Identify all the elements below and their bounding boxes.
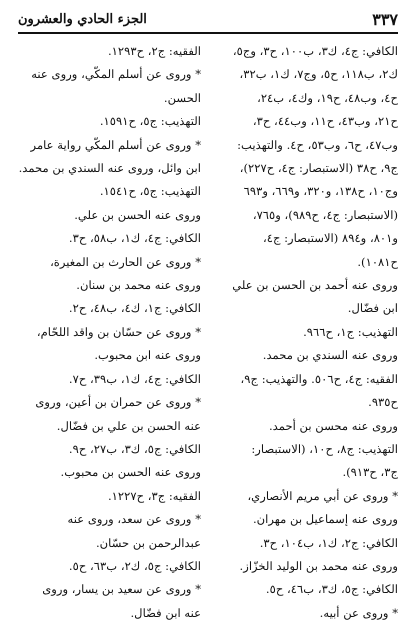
text-line: الكافي: ج٥، ك٣، ب٢٧، ح٩. — [68, 441, 201, 456]
text-line: ابن فضّال. — [347, 301, 398, 316]
text-line: التهذيب: ج٥، ح١٥٤١. — [99, 184, 201, 199]
text-line: التهذيب: ج٥، ح١٥٩١. — [99, 114, 201, 129]
text-line: * وروى عن أبي مريم الأنصاري، — [247, 488, 398, 503]
text-line: الكافي: ج٥، ك٢، ب٦٣، ح٥. — [68, 558, 201, 573]
text-line: وب٤٧، ح٦، وب٥٣، ح٤. والتهذيب: — [237, 137, 398, 152]
page-number: ٣٣٧ — [372, 9, 398, 29]
text-line: التهذيب: ج١، ح٩٦٦. — [303, 324, 398, 339]
text-line: وروى عنه محمد بن سنان. — [76, 278, 201, 293]
text-line: وج١٠، ح١٣٨، و٣٢٠، و٦٦٩، و٦٩٣ — [243, 184, 398, 199]
text-line: وروى عنه أحمد بن الحسن بن علي — [232, 278, 398, 293]
text-line: ح٤، وب٤٨، ح١٩، وك٤، ب٢٤، — [257, 90, 398, 105]
running-header — [18, 6, 398, 32]
text-line: الكافي: ج٤، ك٣، ب١٠٠، ح٣، وج٥، — [232, 44, 398, 58]
text-line: الكافي: ج٥، ك٣، ب٤٦، ح٥. — [265, 582, 398, 597]
text-line: ك٢، ب١١٨، ح٥، وج٧، ك١، ب٣٢، — [239, 67, 398, 82]
text-line: * وروى عن أبيه. — [319, 605, 398, 620]
text-line: الفقيه: ج٤، ح٥٠٦. والتهذيب: ج٩، — [240, 371, 398, 386]
text-line: ح١٠٨١). — [357, 254, 398, 269]
text-line: و٨٠١، و٨٩٤ (الاستبصار: ج٤، — [262, 231, 398, 246]
text-line: عنه الحسن بن علي بن فضّال. — [56, 418, 201, 433]
text-line: الكافي: ج٢، ك١، ب١٠٤، ح٣. — [259, 535, 398, 550]
text-line: * وروى عن حمران بن أعين، وروى — [35, 395, 201, 410]
text-line: ح٢١، وب٤٣، ح١١، وب٤٤، ح٣، — [252, 114, 398, 129]
text-line: وروى عنه السندي بن محمد. — [262, 348, 398, 363]
text-line: الفقيه: ج٢، ح١٢٩٣. — [107, 44, 201, 58]
running-title: الجزء الحادي والعشرون — [18, 11, 147, 27]
text-line: * وروى عن أسلم المكّي رواية عامر — [30, 137, 201, 152]
text-line: * وروى عن الحارث بن المغيرة، — [50, 254, 201, 269]
text-line: (الاستبصار: ج٤، ح٩٨٩)، و٧٦٥، — [252, 207, 398, 222]
text-line: ج٩، ح٣٨ (الاستبصار: ج٤، ح٢٢٧)، — [239, 161, 398, 176]
text-line: وروى عنه محسن بن أحمد. — [268, 418, 398, 433]
text-line: الحسن. — [163, 90, 201, 105]
text-line: * وروى عن سعد، وروى عنه — [67, 512, 201, 527]
header-rule — [18, 32, 398, 34]
text-line: عبدالرحمن بن حسّان. — [95, 535, 201, 550]
text-line: * وروى عن سعيد بن يسار، وروى — [42, 582, 201, 597]
text-line: ابن وائل، وروى عنه السندي بن محمد. — [18, 161, 201, 176]
text-line: وروى عنه الحسن بن علي. — [74, 207, 201, 222]
text-line: الكافي: ج٤، ك١، ب٣٩، ح٧. — [68, 371, 201, 386]
text-line: * وروى عن أسلم المكّي، وروى عنه — [31, 67, 201, 82]
text-line: وروى عنه الحسن بن محبوب. — [60, 465, 201, 480]
text-line: الفقيه: ج٣، ح١٢٢٧. — [107, 488, 201, 503]
left-column — [18, 40, 201, 625]
text-line: الكافي: ج١، ك٤، ب٤٨، ح٢. — [68, 301, 201, 316]
text-line: وروى عنه ابن محبوب. — [94, 348, 201, 363]
text-line: وروى عنه محمد بن الوليد الخزّاز. — [239, 558, 398, 573]
text-line: وروى عنه إسماعيل بن مهران. — [252, 512, 398, 527]
text-line: * وروى عن حسّان بن واقد اللحّام، — [36, 324, 201, 339]
text-line: ج٣، ح٩١٣). — [342, 465, 398, 480]
text-line: عنه ابن فضّال. — [130, 605, 201, 620]
text-line: ح٩٣٥. — [368, 395, 398, 410]
right-column — [215, 40, 398, 625]
text-line: الكافي: ج٤، ك١، ب٥٨، ح٣. — [68, 231, 201, 246]
text-line: التهذيب: ج٨، ح١٠، (الاستبصار: — [251, 441, 398, 456]
